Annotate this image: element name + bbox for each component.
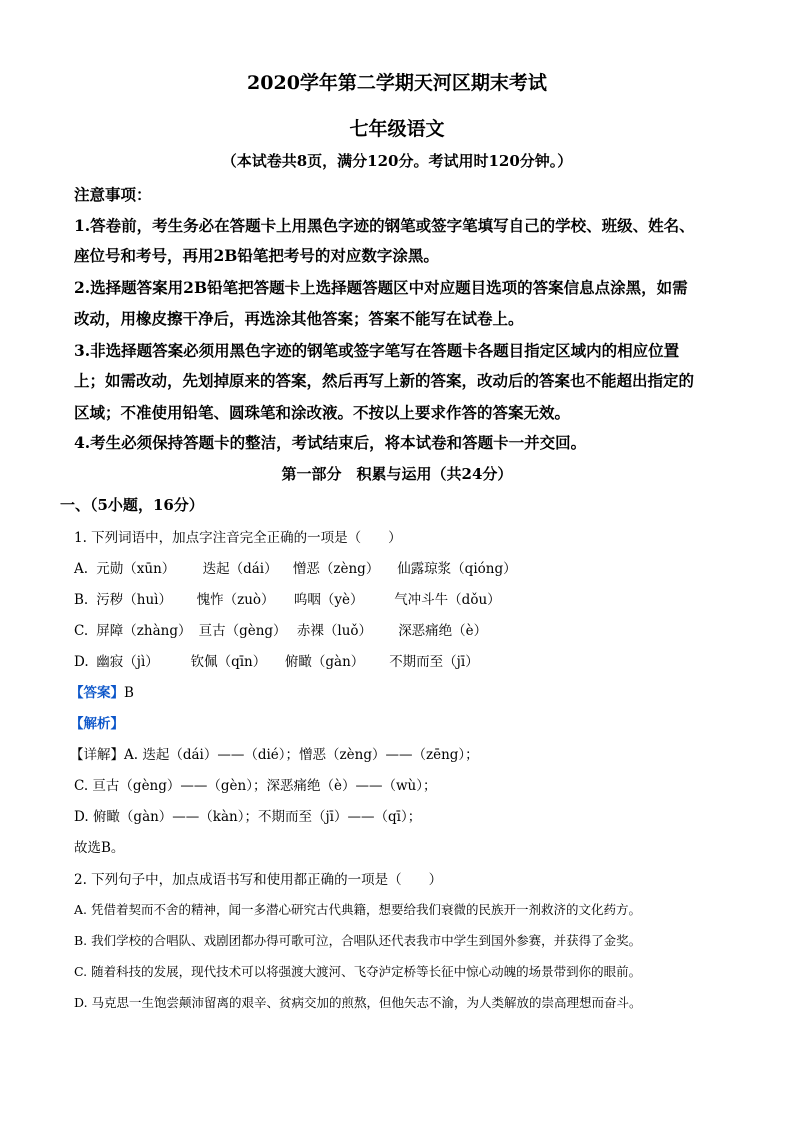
question-2-option-b: B. 我们学校的合唱队、戏剧团都办得可歌可泣，合唱队还代表我市中学生到国外参赛，并获得了金奖。 bbox=[74, 933, 642, 948]
answer-value: B bbox=[124, 685, 134, 701]
analysis-tag: 【解析】 bbox=[70, 716, 124, 732]
question-2-option-a: A. 凭借着契而不舍的精神，闻一多潜心研究古代典籍，想要给我们衰微的民族开一剂救济的文化药方。 bbox=[74, 902, 641, 917]
option-label: B. bbox=[74, 592, 89, 608]
option-item: 钦佩（qīn） bbox=[190, 654, 267, 670]
notice-line: 改动，用橡皮擦干净后，再选涂其他答案；答案不能写在试卷上。 bbox=[74, 309, 524, 328]
notice-line: 3.非选择题答案必须用黑色字迹的钢笔或签字笔写在答题卡各题目指定区域内的相应位置 bbox=[74, 341, 680, 360]
detail-text: A. 迭起（dái）——（dié）；憎恶（zèng）——（zēng）； bbox=[124, 747, 479, 763]
option-item: 气冲斗牛（dǒu） bbox=[394, 592, 501, 608]
option-item: 元勋（xūn） bbox=[96, 561, 176, 577]
detail-tag: 【详解】 bbox=[70, 747, 124, 763]
question-1-option-a bbox=[74, 557, 517, 577]
option-item: 屏障（zhàng） bbox=[96, 623, 192, 639]
option-label: D. bbox=[74, 654, 89, 670]
notice-line: 座位号和考号，再用2B铅笔把考号的对应数字涂黑。 bbox=[74, 246, 439, 265]
option-item: 仙露琼浆（qióng） bbox=[397, 561, 517, 577]
notice-line: 区域；不准使用铅笔、圆珠笔和涂改液。不按以上要求作答的答案无效。 bbox=[74, 403, 571, 422]
exam-title: 2020学年第二学期天河区期末考试 bbox=[247, 72, 547, 94]
option-item: 呜咽（yè） bbox=[293, 592, 364, 608]
answer-tag: 【答案】 bbox=[70, 685, 124, 701]
notice-heading: 注意事项： bbox=[74, 185, 152, 204]
option-item: 赤裸（luǒ） bbox=[296, 623, 373, 639]
question-2-option-c: C. 随着科技的发展，现代技术可以将强渡大渡河、飞夺泸定桥等长征中惊心动魄的场景带到你的眼前。 bbox=[74, 964, 642, 979]
notice-line: 上；如需改动，先划掉原来的答案，然后再写上新的答案，改动后的答案也不能超出指定的 bbox=[74, 371, 695, 390]
detail-line: C. 亘古（gèng）——（gèn）；深恶痛绝（è）——（wù）； bbox=[74, 778, 437, 794]
detail-line: D. 俯瞰（gàn）——（kàn）；不期而至（jī）——（qī）； bbox=[74, 809, 422, 825]
option-item: 幽寂（jì） bbox=[96, 654, 159, 670]
question-2-stem: 2. 下列句子中，加点成语书写和使用都正确的一项是（ ） bbox=[74, 872, 443, 888]
option-label: C. bbox=[74, 623, 89, 639]
option-item: 污秽（huì） bbox=[96, 592, 173, 608]
option-item: 俯瞰（gàn） bbox=[284, 654, 365, 670]
question-2-option-d: D. 马克思一生饱尝颠沛留离的艰辛、贫病交加的煎熬，但他矢志不渝，为人类解放的崇高理想而奋斗。 bbox=[74, 995, 642, 1010]
question-1-option-c bbox=[74, 619, 487, 639]
option-label: A. bbox=[74, 561, 89, 577]
option-item: 亘古（gèng） bbox=[198, 623, 287, 639]
detail-line: 故选B。 bbox=[74, 840, 125, 856]
option-item: 深恶痛绝（è） bbox=[398, 623, 488, 639]
notice-line: 1.答卷前，考生务必在答题卡上用黑色字迹的钢笔或签字笔填写自己的学校、班级、姓名、 bbox=[74, 216, 695, 235]
option-item: 愧怍（zuò） bbox=[196, 592, 275, 608]
option-item: 不期而至（jī） bbox=[389, 654, 479, 670]
section-title: 一、（5小题，16分） bbox=[60, 496, 204, 514]
part-title: 第一部分 积累与运用（共24分） bbox=[281, 465, 513, 483]
notice-line: 4.考生必须保持答题卡的整洁，考试结束后，将本试卷和答题卡一并交回。 bbox=[74, 433, 587, 452]
option-item: 憎恶（zèng） bbox=[292, 561, 380, 577]
question-1-stem: 1. 下列词语中，加点字注音完全正确的一项是（ ） bbox=[74, 530, 402, 546]
option-item: 迭起（dái） bbox=[202, 561, 278, 577]
exam-info: （本试卷共8页，满分120分。考试用时120分钟。） bbox=[221, 152, 573, 170]
question-1-option-b bbox=[74, 588, 501, 608]
notice-line: 2.选择题答案用2B铅笔把答题卡上选择题答题区中对应题目选项的答案信息点涂黑，如需 bbox=[74, 278, 688, 297]
analysis-line bbox=[70, 712, 124, 732]
detail-line bbox=[70, 743, 479, 763]
answer-line bbox=[70, 681, 134, 701]
question-1-option-d bbox=[74, 650, 479, 670]
exam-subject: 七年级语文 bbox=[349, 118, 445, 140]
